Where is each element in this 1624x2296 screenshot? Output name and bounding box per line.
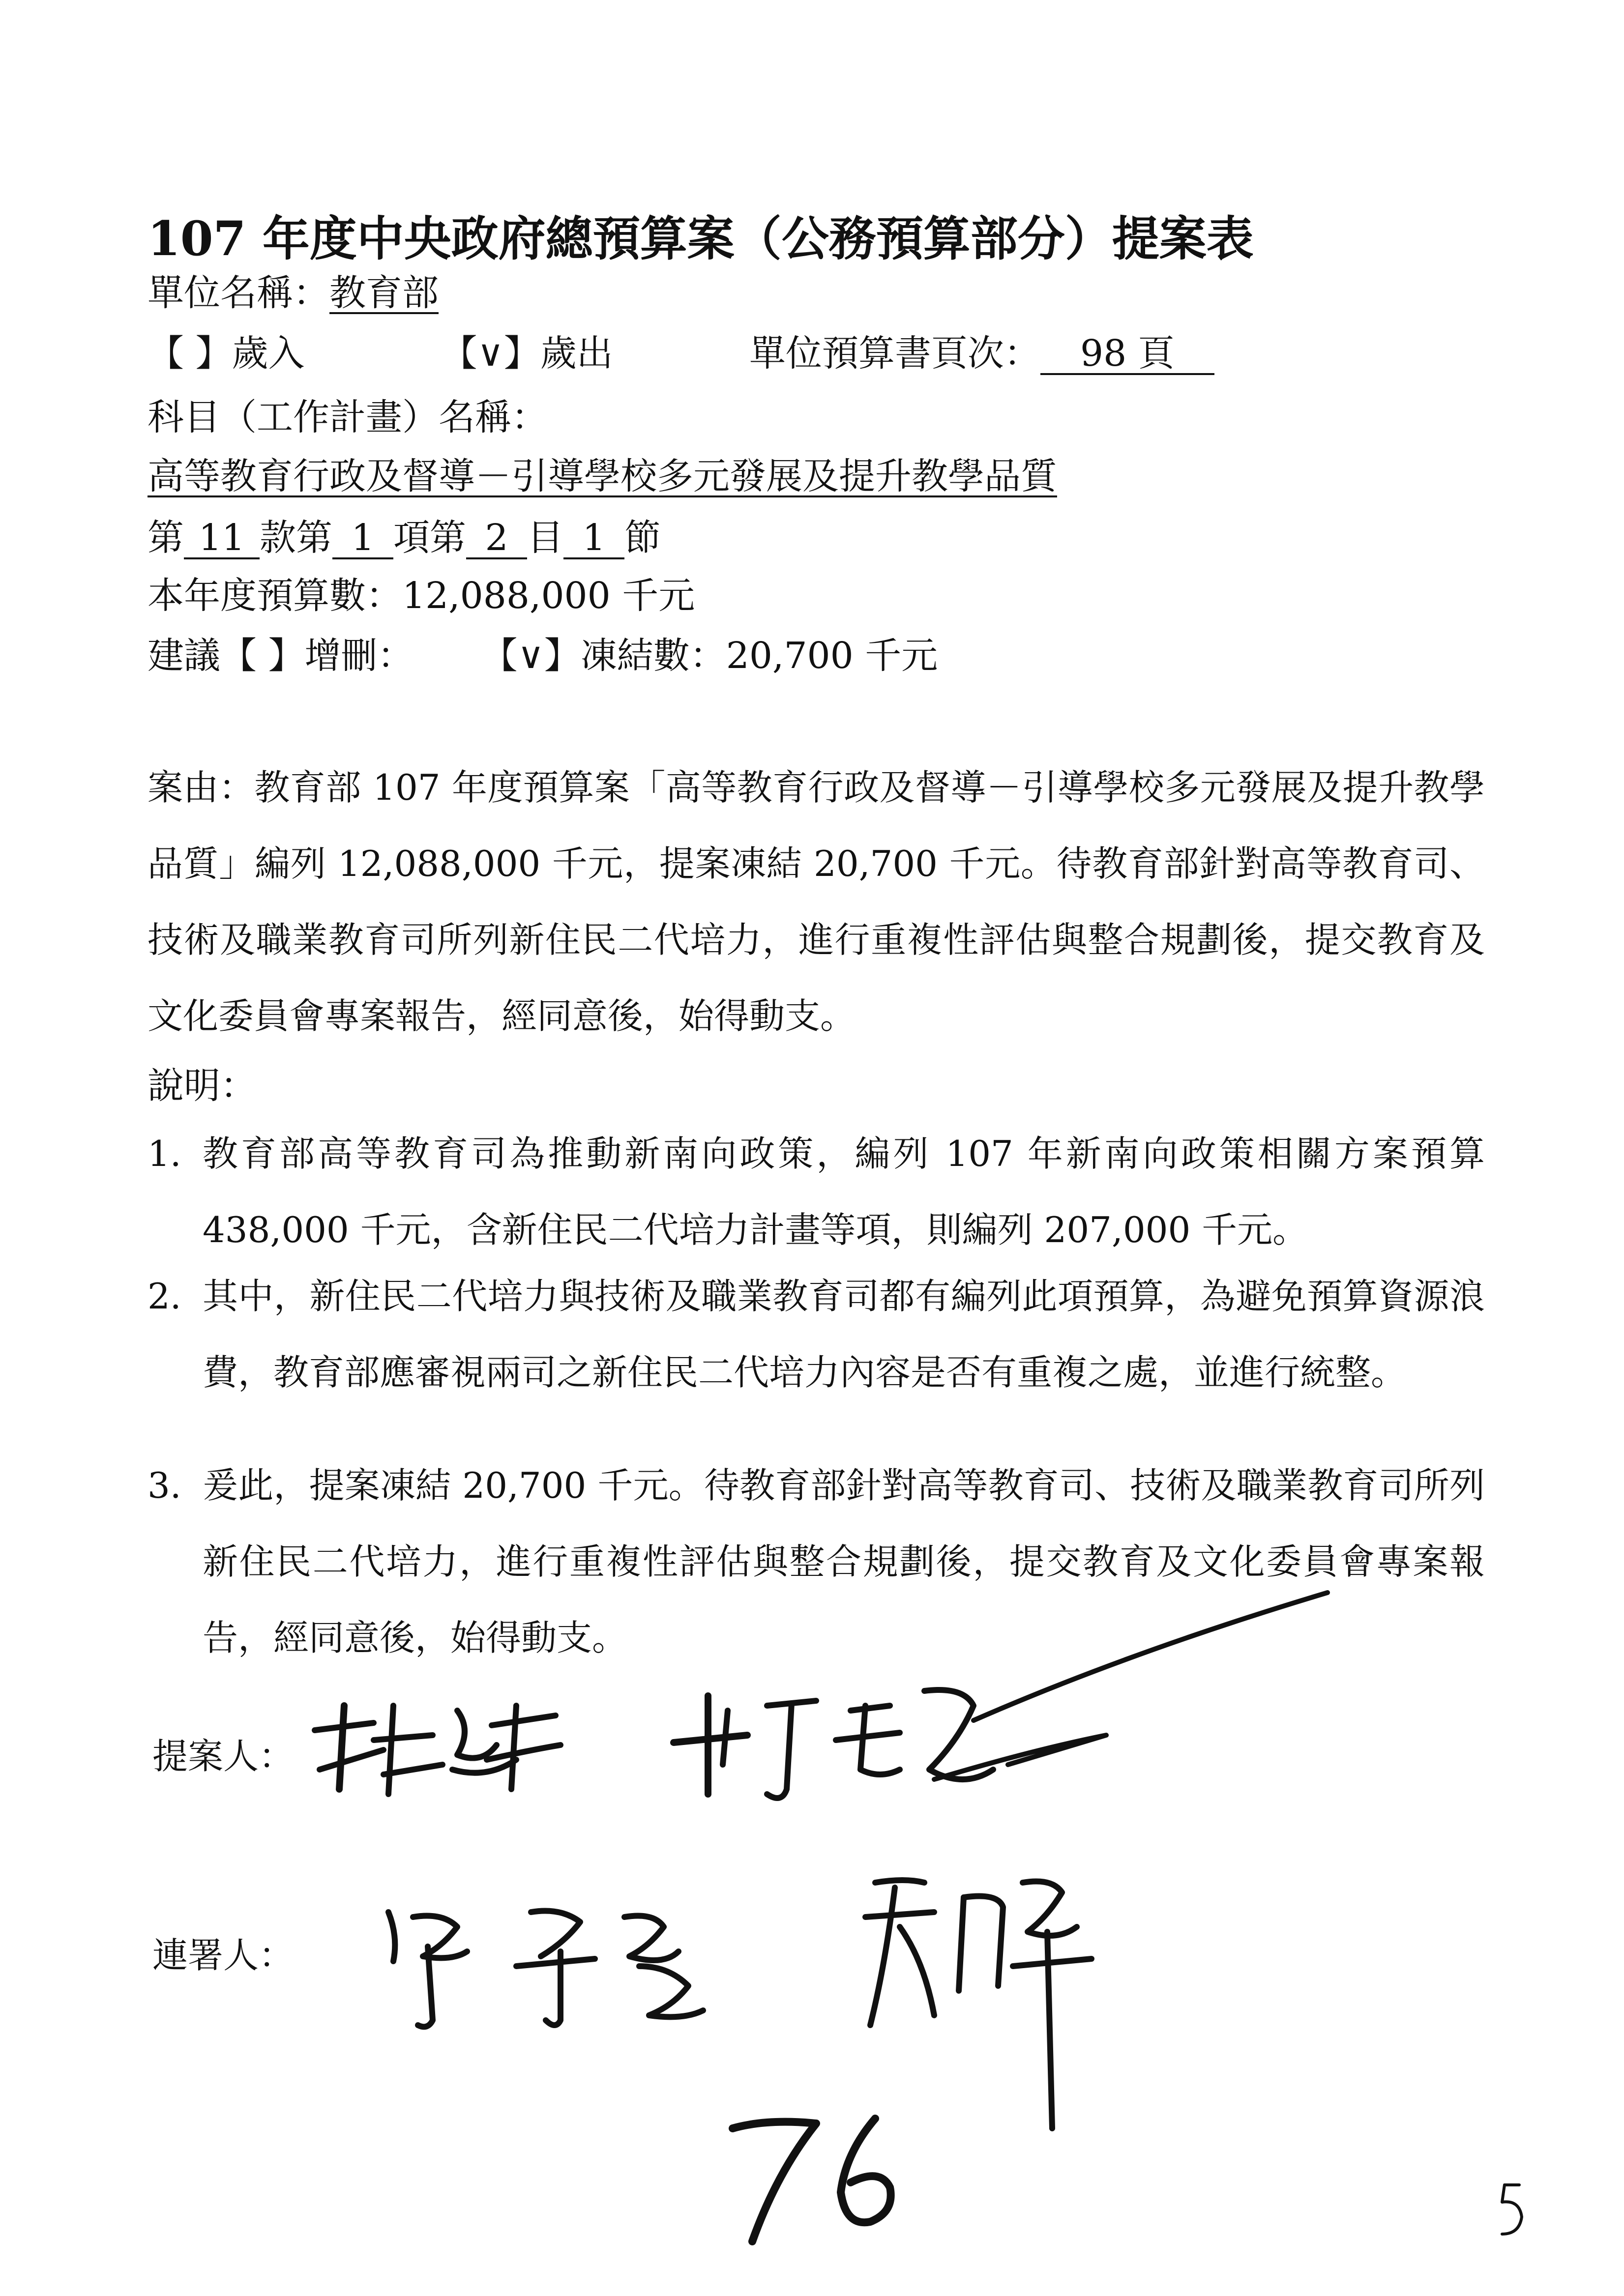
cosigner-signature-1	[388, 1911, 703, 2027]
item-text: 教育部高等教育司為推動新南向政策，編列 107 年新南向政策相關方案預算 438,000 千元，含新住民二代培力計畫等項，則編列 207,000 千元。	[203, 1133, 1485, 1250]
explanation-heading: 說明：	[148, 1065, 257, 1107]
suggestion-freeze: 【∨】凍結數：20,700 千元	[481, 635, 938, 677]
unit-value: 教育部	[329, 272, 439, 314]
clause-text-2: 款第	[260, 517, 332, 559]
clause-value-4: 1	[563, 519, 624, 559]
explanation-item-3	[148, 1448, 1485, 1676]
item-number: 2.	[148, 1276, 181, 1317]
page-value: 98 頁	[1040, 335, 1214, 375]
clause-text-5: 節	[624, 517, 661, 559]
revenue-checkbox: 【 】歲入	[148, 332, 305, 375]
unit-label: 單位名稱：	[148, 272, 329, 314]
explanation-item-1	[148, 1116, 1485, 1268]
explanation-item-2	[148, 1258, 1485, 1411]
page-title: 107 年度中央政府總預算案（公務預算部分）提案表	[148, 211, 1254, 266]
reason-paragraph: 案由：教育部 107 年度預算案「高等教育行政及督導－引導學校多元發展及提升教學品質」編列 12,088,000 千元，提案凍結 20,700 千元。待教育部針對高等教育司、技術及職業教育司所列新住民二代培力，進行重複性評估與整合規劃後，提交教育及文化委員會專案報告，經同意後，始得動支。	[148, 767, 1485, 1037]
suggestion-row	[148, 634, 938, 678]
budget-amount: 本年度預算數：12,088,000 千元	[148, 575, 695, 617]
subject-name: 高等教育行政及督導－引導學校多元發展及提升教學品質	[148, 455, 1057, 497]
unit-row	[148, 271, 439, 315]
item-number: 1.	[148, 1133, 181, 1174]
clause-value-3: 2	[466, 519, 527, 559]
cosigner-label: 連署人：	[152, 1935, 295, 1976]
handwritten-page-number	[733, 2119, 891, 2241]
corner-mark	[1502, 2185, 1522, 2234]
cosigner-signature-2	[865, 1880, 1092, 2128]
proposer-label: 提案人：	[152, 1736, 295, 1777]
proposer-signature-1	[315, 1706, 561, 1794]
clause-row	[148, 516, 661, 560]
suggestion-adjust: 建議【 】增刪：	[148, 635, 414, 677]
item-number: 3.	[148, 1465, 181, 1506]
clause-value-1: 11	[184, 519, 260, 559]
expenditure-checkbox: 【∨】歲出	[441, 332, 613, 375]
subject-value	[148, 455, 1057, 498]
item-text: 爰此，提案凍結 20,700 千元。待教育部針對高等教育司、技術及職業教育司所列新住民二代培力，進行重複性評估與整合規劃後，提交教育及文化委員會專案報告，經同意後，始得動支。	[203, 1465, 1485, 1658]
clause-text-3: 項第	[393, 517, 466, 559]
clause-text-1: 第	[148, 517, 184, 559]
item-text: 其中，新住民二代培力與技術及職業教育司都有編列此項預算，為避免預算資源浪費，教育部應審視兩司之新住民二代培力內容是否有重複之處，並進行統整。	[203, 1276, 1485, 1393]
clause-value-2: 1	[332, 519, 393, 559]
page-label: 單位預算書頁次：	[749, 332, 1040, 375]
type-row	[148, 332, 1214, 376]
subject-label: 科目（工作計畫）名稱：	[148, 396, 548, 438]
clause-text-4: 目	[527, 517, 563, 559]
